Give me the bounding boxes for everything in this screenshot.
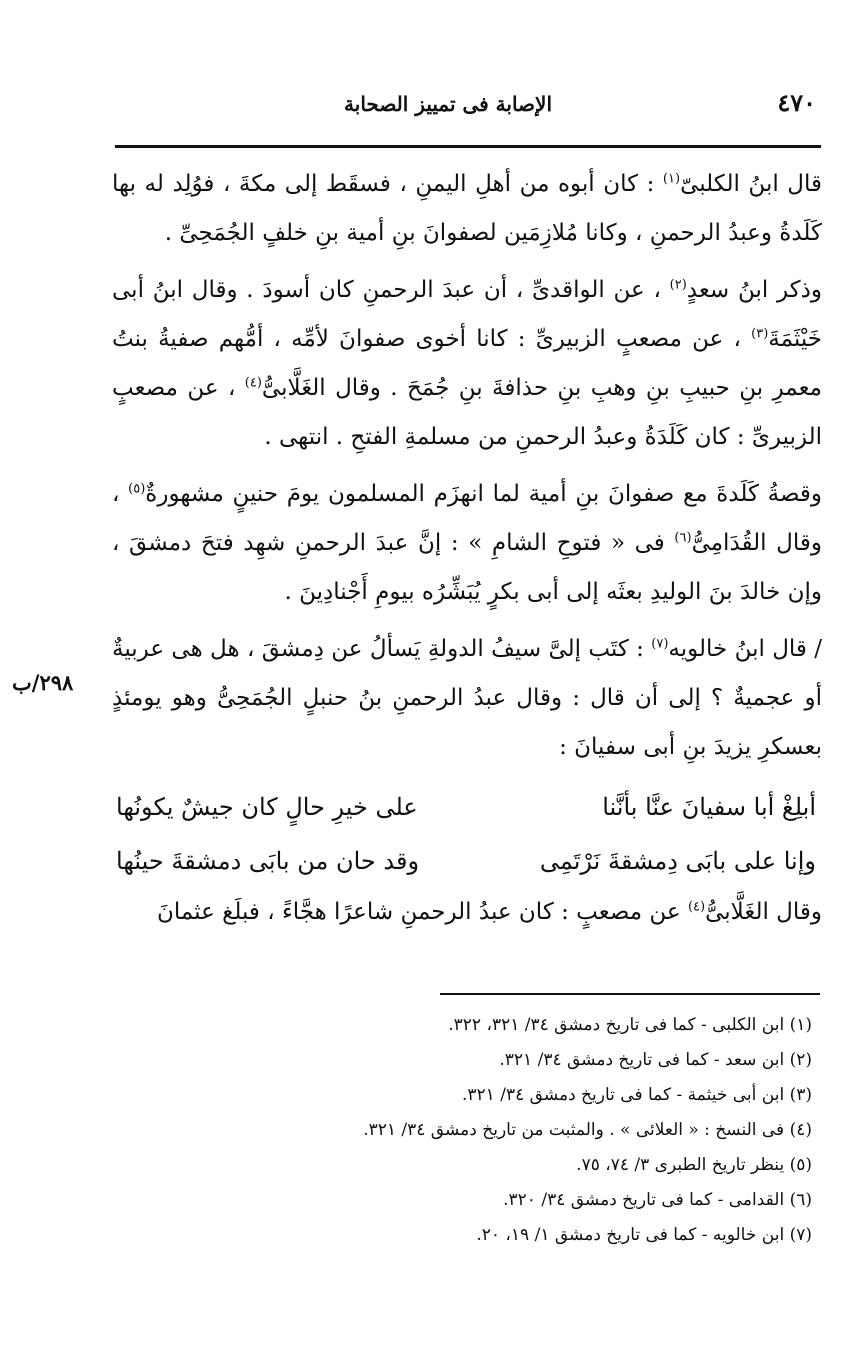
text-segment: قال ابنُ الكلبىّ	[680, 171, 822, 197]
text-segment: وقصةُ كَلَدةَ مع صفوانَ بنِ أمية لما انهزَم المسلمون يومَ حنينٍ مشهورةٌ	[145, 481, 822, 507]
poem-verse	[112, 780, 822, 834]
footnote: (٣) ابن أبى خيثمة - كما فى تاريخ دمشق ٣٤/ ٣٢١.	[462, 1085, 812, 1105]
footnote: (١) ابن الكلبى - كما فى تاريخ دمشق ٣٤/ ٣٢١، ٣٢٢.	[448, 1015, 812, 1035]
footnote-marker: (١)	[662, 171, 681, 187]
footnotes	[252, 1008, 812, 1253]
poem-verse	[112, 834, 822, 888]
text-segment: ، وقال القُدَامِىُّ	[112, 481, 822, 556]
paragraph	[112, 470, 822, 617]
footnote-rule	[440, 993, 820, 995]
text-segment: ، عن مصعبٍ الزبيرىِّ : كان كَلَدَةُ وعبدُ الرحمنِ من مسلمةِ الفتحِ . انتهى .	[112, 375, 822, 450]
text-segment: عن مصعبٍ : كان عبدُ الرحمنِ شاعرًا هجَّاءً ، فبلَغ عثمانَ	[156, 899, 688, 925]
header-rule	[115, 145, 821, 148]
paragraph	[112, 160, 822, 258]
paragraphs	[112, 160, 822, 772]
footnote-marker: (٢)	[669, 277, 687, 293]
verse-second-hemistich: وقد حان من بابَى دمشقةَ حينُها	[116, 847, 420, 875]
footnote: (٥) ينظر تاريخ الطبرى ٣/ ٧٤، ٧٥.	[576, 1155, 812, 1175]
footnote: (٧) ابن خالويه - كما فى تاريخ دمشق ١/ ١٩، ٢٠.	[476, 1225, 812, 1245]
footnote-marker: (٦)	[674, 530, 692, 546]
text-segment: : كتَب إلىَّ سيفُ الدولةِ يَسألُ عن دِمشقَ ، هل هى عربيةٌ أو عجميةٌ ؟ إلى أن قال : وقال عبدُ الرحمنِ بنُ حنبلٍ الجُمَحِىُّ وهو يومئذٍ بعسكرِ يزيدَ بنِ أبى سفيانَ :	[112, 636, 822, 760]
text-segment: / قال ابنُ خالويه	[668, 636, 823, 662]
text-segment: وذكر ابنُ سعدٍ	[686, 277, 822, 303]
last-line	[112, 888, 822, 937]
page-number: ٤٧٠	[777, 88, 816, 117]
paragraph	[112, 266, 822, 462]
verse-first-hemistich: وإنا على بابَى دِمشقةَ نَرْتَمِى	[539, 847, 816, 875]
text-segment: وقال الغَلَّابىُّ	[705, 899, 822, 925]
text-segment: فى « فتوحِ الشامِ » : إنَّ عبدَ الرحمنِ شهِد فتحَ دمشقَ ، وإن خالدَ بنَ الوليدِ بعثَه إلى أبى بكرٍ يُبَشِّرُه بيومِ أَجْنادِينَ .	[112, 530, 822, 605]
running-title: الإصابة فى تمييز الصحابة	[344, 92, 552, 116]
text-segment: ، عن الواقدىِّ ، أن عبدَ الرحمنِ كان أسودَ . وقال ابنُ أبى خَيْثَمَةَ	[112, 277, 822, 352]
page-header	[110, 88, 822, 128]
footnote-marker: (٧)	[651, 636, 669, 652]
footnote: (٤) فى النسخ : « العلائى » . والمثبت من تاريخ دمشق ٣٤/ ٣٢١.	[363, 1120, 812, 1140]
footnote: (٢) ابن سعد - كما فى تاريخ دمشق ٣٤/ ٣٢١.	[499, 1050, 812, 1070]
text-segment: ، عن مصعبٍ الزبيرىِّ : كانا أخوى صفوانَ لأمِّه ، أمُّهم صفيةُ بنتُ معمرِ بنِ حبيبِ بنِ وهبِ بنِ حذافةَ بنِ جُمَحَ . وقال الغَلَّابىُّ	[112, 326, 822, 401]
footnote-marker: (٣)	[751, 326, 769, 342]
verse-second-hemistich: على خيرِ حالٍ كان جيشٌ يكونُها	[116, 793, 418, 821]
text-segment: : كان أبوه من أهلِ اليمنِ ، فسقَط إلى مكةَ ، فوُلِد له بها كَلَدةُ وعبدُ الرحمنِ ، وكانا مُلازِمَين لصفوانَ بنِ أمية بنِ خلفٍ الجُمَحِىِّ .	[112, 171, 822, 246]
footnote-marker: (٤)	[244, 375, 262, 391]
footnote-marker: (٥)	[128, 481, 146, 497]
margin-reference: ٢٩٨/ب	[12, 670, 74, 695]
footnote: (٦) القدامى - كما فى تاريخ دمشق ٣٤/ ٣٢٠.	[503, 1190, 812, 1210]
verse-first-hemistich: أبلِغْ أبا سفيانَ عنَّا بأنَّنا	[602, 793, 816, 821]
footnote-marker: (٤)	[687, 899, 706, 915]
paragraph	[112, 625, 822, 772]
main-text	[112, 160, 822, 937]
poem	[112, 780, 822, 888]
